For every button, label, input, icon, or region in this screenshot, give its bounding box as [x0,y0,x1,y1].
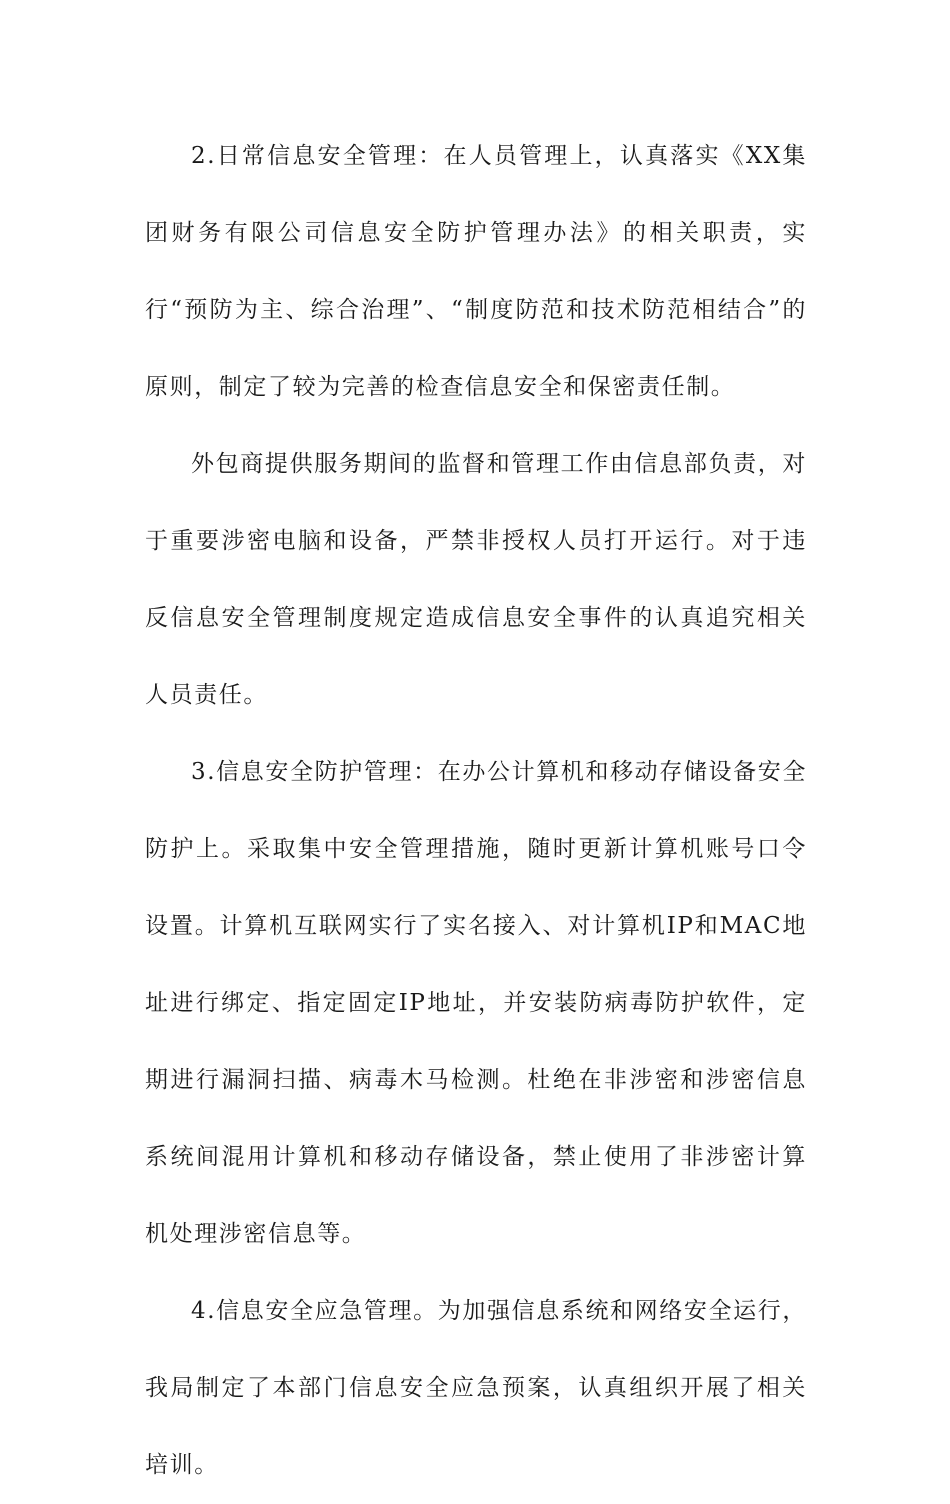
paragraph-security-protection-management: 3.信息安全防护管理：在办公计算机和移动存储设备安全防护上。采取集中安全管理措施，随时更新计算机账号口令设置。计算机互联网实行了实名接入、对计算机IP和MAC地址进行绑定、指定固定IP地址，并安装防病毒防护软件，定期进行漏洞扫描、病毒木马检测。杜绝在非涉密和涉密信息系统间混用计算机和移动存储设备，禁止使用了非涉密计算机处理涉密信息等。 [145,759,807,1247]
paragraph-daily-security-management: 2.日常信息安全管理：在人员管理上，认真落实《XX集团财务有限公司信息安全防护管理办法》的相关职责，实行“预防为主、综合治理”、“制度防范和技术防范相结合”的原则，制定了较为完善的检查信息安全和保密责任制。 [145,143,807,400]
paragraph-outsourcer-supervision: 外包商提供服务期间的监督和管理工作由信息部负责，对于重要涉密电脑和设备，严禁非授权人员打开运行。对于违反信息安全管理制度规定造成信息安全事件的认真追究相关人员责任。 [145,451,807,708]
document-body [145,118,807,1504]
paragraph-emergency-management: 4.信息安全应急管理。为加强信息系统和网络安全运行，我局制定了本部门信息安全应急预案，认真组织开展了相关培训。 [145,1298,807,1478]
